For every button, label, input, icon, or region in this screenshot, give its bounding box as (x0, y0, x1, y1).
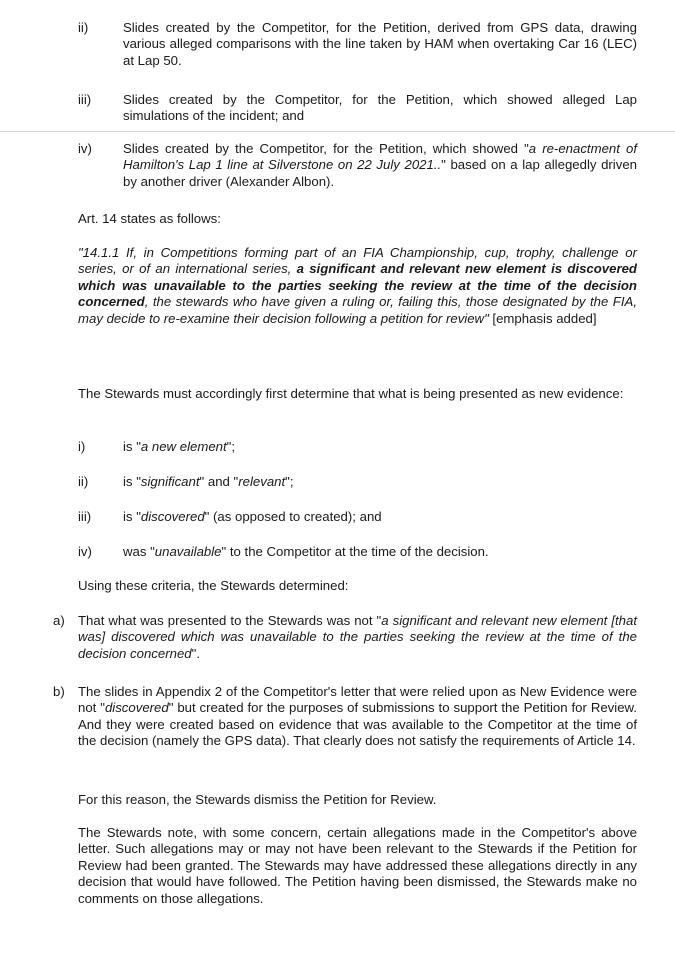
criteria-item (78, 439, 638, 457)
text-run: " to the Competitor at the time of the decision. (221, 544, 489, 559)
criteria-item (78, 544, 638, 562)
criteria-text (123, 474, 637, 490)
slides-list-item (78, 20, 638, 72)
criteria-text (123, 439, 637, 455)
text-run: was " (123, 544, 155, 559)
text-run: "; (285, 474, 294, 489)
italic-text: unavailable (154, 544, 222, 559)
list-number: ii) (78, 474, 89, 489)
determine-intro: The Stewards must accordingly first determine that what is being presented as new evidence: (78, 386, 624, 401)
text-run: " (as opposed to created); and (204, 509, 382, 524)
criteria-text (123, 509, 637, 525)
list-number: iii) (78, 92, 92, 107)
list-number: a) (53, 613, 65, 628)
list-number: iv) (78, 544, 92, 559)
slides-list-item (78, 141, 638, 193)
text-run: is " (123, 439, 141, 454)
list-number: ii) (78, 20, 89, 35)
art14-intro: Art. 14 states as follows: (78, 211, 221, 226)
text-run: " and " (199, 474, 239, 489)
criteria-text (123, 544, 637, 560)
criteria-outro: Using these criteria, the Stewards determined: (78, 578, 349, 593)
italic-text: discovered (140, 509, 205, 524)
list-item-text: Slides created by the Competitor, for the Petition, which showed alleged Lap simulations of the incident; and (123, 92, 637, 124)
italic-text: a new element (140, 439, 227, 454)
italic-text: relevant (238, 474, 286, 489)
list-number: i) (78, 439, 86, 454)
text-run: "; (226, 439, 236, 454)
quote-suffix: [emphasis added] (488, 310, 597, 326)
italic-text: discovered (104, 700, 169, 716)
text-run: Slides created by the Competitor, for the Petition, which showed " (123, 141, 529, 156)
quote-text: "14.1.1 If, in Competitions forming part of an FIA Championship, cup, trophy, challenge or series, or of an international series, (78, 245, 637, 277)
text-run: is " (123, 509, 141, 524)
finding-text (78, 613, 637, 662)
art14-quote (78, 245, 637, 327)
italic-text: a significant and relevant new element [that was] discovered which was unavailable to the parties seeking the review at the time of the decision concerned (78, 613, 637, 661)
criteria-item (78, 509, 638, 527)
finding-item (53, 684, 638, 770)
text-run: The slides in Appendix 2 of the Competitor's letter that were relied upon as New Evidence were not " (78, 684, 637, 716)
list-number: b) (53, 684, 65, 699)
list-number: iii) (78, 509, 92, 524)
concern-statement: The Stewards note, with some concern, certain allegations made in the Competitor's above letter. Such allegations may or may not have been relevant to the Stewards if the Petition for Review had been granted. The Stewards may have addressed these allegations directly in any decision that would have followed. The Petition having been dismissed, the Stewards make no comments on those allegations. (78, 825, 637, 906)
text-run: " but created for the purposes of submissions to support the Petition for Review. And they were created based on evidence that was available to the Competitor at the time of the decision (namely the GPS data). That clearly does not satisfy the requirements of Article 14. (78, 700, 637, 749)
quote-text: , the stewards who have given a ruling or, failing this, those designated by the FIA, may decide to re-examine their decision following a petition for review" (78, 294, 637, 326)
dismiss-statement: For this reason, the Stewards dismiss the Petition for Review. (78, 792, 437, 807)
text-run: That what was presented to the Stewards was not " (78, 613, 382, 628)
italic-text: significant (140, 474, 200, 489)
italic-text: a re-enactment of Hamilton's Lap 1 line at Silverstone on 22 July 2021.. (123, 141, 637, 173)
list-number: iv) (78, 141, 92, 156)
list-item-text (123, 141, 637, 190)
text-run: ". (191, 645, 200, 661)
finding-item (53, 613, 638, 665)
finding-text (78, 684, 637, 750)
list-item-text: Slides created by the Competitor, for the Petition, derived from GPS data, drawing various alleged comparisons with the line taken by HAM when overtaking Car 16 (LEC) at Lap 50. (123, 20, 637, 68)
criteria-item (78, 474, 638, 492)
text-run: is " (123, 474, 141, 489)
quote-emphasis: a significant and relevant new element is discovered which was unavailable to the parties seeking the review at the time of the decision concerned (78, 261, 637, 310)
page-separator (0, 131, 675, 132)
slides-list-item (78, 92, 638, 126)
text-run: " based on a lap allegedly driven by another driver (Alexander Albon). (123, 157, 637, 189)
